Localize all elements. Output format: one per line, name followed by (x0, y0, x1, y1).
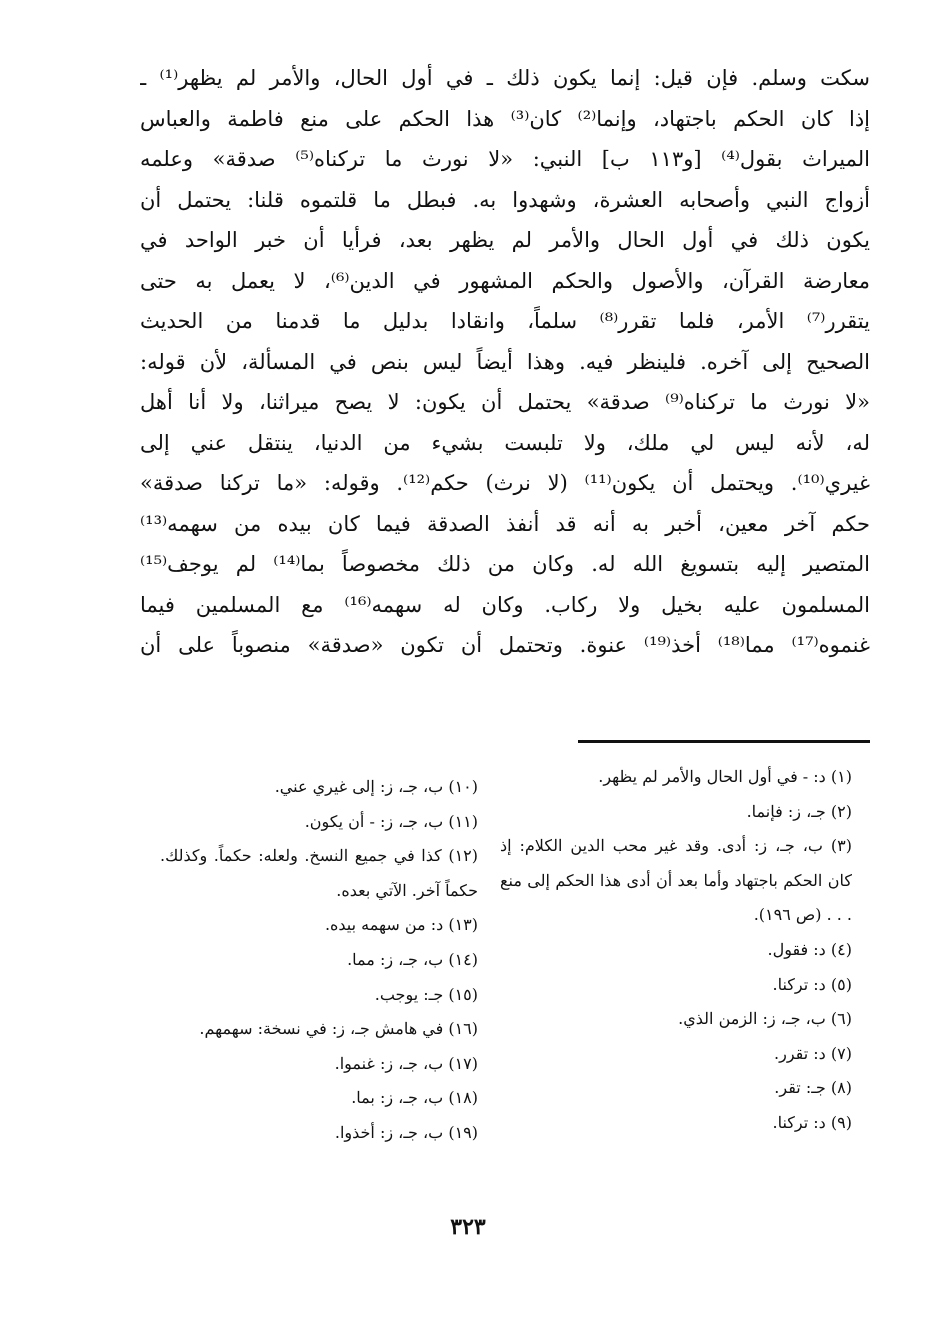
footnote-number: (٨) (830, 1078, 852, 1098)
text-line: معارضة القرآن، والأصول والحكم المشهور في الدين⁽⁶⁾، لا يعمل به حتى (140, 268, 870, 293)
footnote-number: (١٠) (448, 777, 478, 796)
footnote-text: ب، جـ، ز: إلى غيري عني. (274, 777, 444, 796)
footnote-number: (٦) (830, 1009, 852, 1029)
footnote-text: كذا في جميع النسخ. ولعله: حكماً. وكذلك. حكماً آخر. الآتي بعده. (160, 846, 478, 900)
text-line: غيري⁽¹⁰⁾. ويحتمل أن يكون⁽¹¹⁾ (لا نرث) حكم⁽¹²⁾. وقوله: «ما تركنا صدقة» (140, 471, 870, 495)
footnote-number: (١٥) (448, 984, 478, 1004)
text-line: غنموه⁽¹⁷⁾ مما⁽¹⁸⁾ أخذ⁽¹⁹⁾ عنوة. وتحتمل أن تكون «صدقة» منصوباً على أن (140, 633, 870, 657)
footnote-item (500, 1002, 852, 1037)
footnote-item (500, 968, 852, 1003)
footnote-text: ب، جـ، ز: الزمن الذي. (678, 1009, 826, 1029)
text-line: إذا كان الحكم باجتهاد، وإنما⁽²⁾ كان⁽³⁾ هذا الحكم على منع فاطمة والعباس (140, 106, 870, 131)
footnote-number: (١٢) (448, 846, 478, 866)
footnote-number: (٥) (830, 974, 852, 994)
footnote-item (160, 908, 478, 943)
text-line: الصحيح إلى آخره. فلينظر فيه. وهذا أيضاً ليس بنص في المسألة، لأن قوله: (140, 349, 870, 374)
footnote-text: د: تقرر. (774, 1043, 826, 1063)
footnote-item (160, 805, 478, 840)
text-line: حكم آخر معين، أخبر به أنه قد أنفذ الصدقة فيما كان بيده من سهمه⁽¹³⁾ (140, 511, 870, 536)
text-line: يكون ذلك في أول الحال والأمر لم يظهر بعد، فرأيا أن خبر الواحد في (140, 228, 870, 252)
footnote-text: ب، جـ، ز: - أن يكون. (304, 811, 444, 831)
footnote-number: (١٩) (448, 1122, 478, 1142)
footnote-number: (١٣) (448, 915, 478, 935)
main-text-block (140, 58, 870, 666)
text-line: له، لأنه ليس لي ملك، ولا تلبست بشيء من الدنيا، ينتقل عني إلى (140, 430, 870, 455)
footnote-item (500, 933, 852, 968)
footnote-number: (٢) (830, 801, 852, 821)
footnote-number: (١٤) (448, 949, 478, 969)
footnote-number: (١٨) (448, 1088, 478, 1108)
footnote-item (500, 760, 852, 795)
footnote-number: (١١) (448, 811, 478, 831)
footnote-text: ب، جـ، ز: مما. (347, 949, 444, 969)
footnote-item (500, 795, 852, 830)
footnote-text: د: تركنا. (772, 1112, 826, 1132)
footnote-item (160, 1116, 478, 1151)
footnote-text: د: فقول. (767, 939, 826, 959)
footnote-text: ب، جـ، ز: غنموا. (334, 1053, 444, 1073)
text-line: سكت وسلم. فإن قيل: إنما يكون ذلك ـ في أول الحال، والأمر لم يظهر⁽¹⁾ ـ (140, 66, 870, 90)
footnotes-left-column (160, 770, 478, 1151)
footnote-item (160, 978, 478, 1013)
footnote-item (160, 770, 478, 805)
text-line: المسلمون عليه بخيل ولا ركاب. وكان له سهمه⁽¹⁶⁾ مع المسلمين فيما (140, 592, 870, 617)
footnote-item (500, 829, 852, 933)
text-line: يتقرر⁽⁷⁾ الأمر، فلما تقرر⁽⁸⁾ سلماً، وانقادا بدليل ما قدمنا من الحديث (140, 309, 870, 333)
footnote-item (500, 1071, 852, 1106)
footnote-number: (٤) (830, 939, 852, 959)
footnote-text: د: تركنا. (772, 974, 826, 994)
footnote-item (500, 1037, 852, 1072)
footnote-number: (١) (830, 767, 852, 786)
footnote-number: (٣) (830, 836, 852, 856)
footnote-text: د: من سهمه بيده. (324, 915, 444, 935)
footnote-item (500, 1106, 852, 1141)
page-number: ٣٢٣ (450, 1214, 486, 1240)
footnote-item (160, 1081, 478, 1116)
footnote-item (160, 1047, 478, 1082)
footnote-number: (٩) (830, 1112, 852, 1132)
footnote-text: ب، جـ، ز: أدى. وقد غير محب الدين الكلام: إذ كان الحكم باجتهاد وأما بعد أن أدى هذا الحكم إلى منع . . . (ص ١٩٦). (500, 836, 852, 925)
footnote-item (160, 1012, 478, 1047)
footnote-text: جـ: يوجب. (374, 984, 444, 1004)
text-line: أزواج النبي وأصحابه العشرة، وشهدوا به. فبطل ما قلتموه قلنا: يحتمل أن (140, 187, 870, 212)
text-line: الميراث بقول⁽⁴⁾ [و١١٣ ب] النبي: «لا نورث ما تركناه⁽⁵⁾ صدقة» وعلمه (140, 147, 870, 171)
footnote-separator-rule (578, 740, 870, 743)
text-line: «لا نورث ما تركناه⁽⁹⁾ صدقة» يحتمل أن يكون: لا يصح ميراثنا، ولا أنا أهل (140, 390, 870, 414)
footnote-number: (٧) (830, 1043, 852, 1063)
footnote-number: (١٧) (448, 1053, 478, 1073)
footnote-item (160, 839, 478, 908)
footnote-text: في هامش جـ، ز: في نسخة: سهمهم. (199, 1019, 444, 1039)
footnote-text: جـ: تقر. (774, 1078, 826, 1098)
footnote-item (160, 943, 478, 978)
footnotes-right-column (500, 760, 852, 1141)
text-line: المتصير إليه بتسويغ الله له. وكان من ذلك مخصوصاً بما⁽¹⁴⁾ لم يوجف⁽¹⁵⁾ (140, 552, 870, 576)
footnote-text: ب، جـ، ز: بما. (351, 1088, 444, 1108)
footnote-text: ب، جـ، ز: أخذوا. (334, 1122, 444, 1142)
footnote-text: د: - في أول الحال والأمر لم يظهر. (598, 767, 826, 786)
footnote-text: جـ، ز: فإنما. (746, 801, 826, 821)
footnote-number: (١٦) (448, 1019, 478, 1039)
